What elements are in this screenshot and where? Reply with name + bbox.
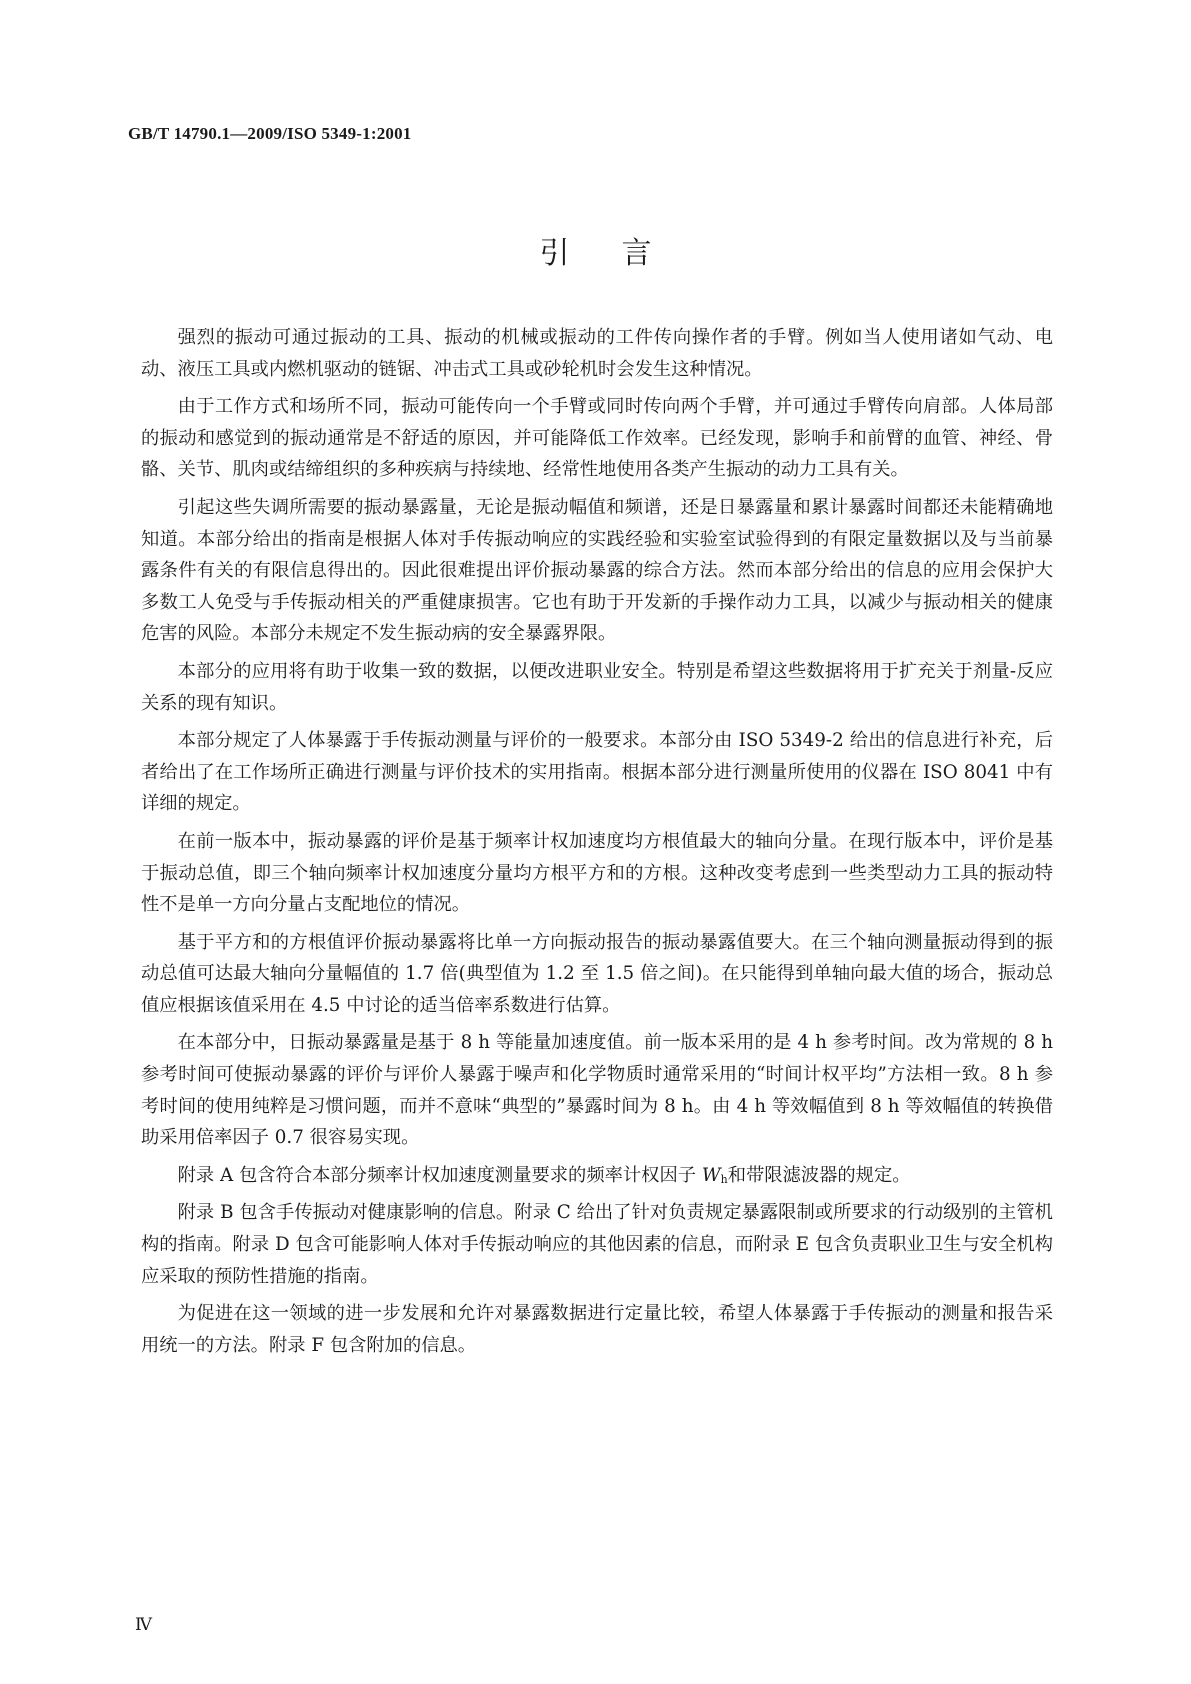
annex-a-tail: 和带限滤波器的规定。 <box>727 1164 911 1186</box>
paragraph-6: 在前一版本中，振动暴露的评价是基于频率计权加速度均方根值最大的轴向分量。在现行版本中，评价是基于振动总值，即三个轴向频率计权加速度分量均方根平方和的方根。这种改变考虑到一些类型动力工具的振动特性不是单一方向分量占支配地位的情况。 <box>141 830 1053 916</box>
paragraph-4: 本部分的应用将有助于收集一致的数据，以便改进职业安全。特别是希望这些数据将用于扩充关于剂量-反应关系的现有知识。 <box>141 660 1053 714</box>
standard-code: GB/T 14790.1—2009/ISO 5349-1:2001 <box>128 124 412 143</box>
page-title: 引言 <box>539 236 704 271</box>
paragraph-8: 在本部分中，日振动暴露量是基于 8 h 等能量加速度值。前一版本采用的是 4 h 参考时间。改为常规的 8 h 参考时间可使振动暴露的评价与评价人暴露于噪声和化学物质时通常采用的“时间计权平均”方法相一致。8 h 参考时间的使用纯粹是习惯问题，而并不意味“典型的”暴露时间为 8 h。由 4 h 等效幅值到 8 h 等效幅值的转换借助采用倍率因子 0.7 很容易实现。 <box>141 1032 1053 1149</box>
paragraph-7: 基于平方和的方根值评价振动暴露将比单一方向振动报告的振动暴露值要大。在三个轴向测量振动得到的振动总值可达最大轴向分量幅值的 1.7 倍(典型值为 1.2 至 1.5 倍之间)。在只能得到单轴向最大值的场合，振动总值应根据该值采用在 4.5 中讨论的适当倍率系数进行估算。 <box>141 931 1053 1016</box>
body-text <box>141 322 1053 1367</box>
page-number: Ⅳ <box>135 1615 152 1635</box>
document-header <box>128 124 412 144</box>
weighting-symbol: W <box>701 1164 721 1186</box>
paragraph-1: 强烈的振动可通过振动的工具、振动的机械或振动的工件传向操作者的手臂。例如当人使用诸如气动、电动、液压工具或内燃机驱动的链锯、冲击式工具或砂轮机时会发生这种情况。 <box>141 327 1053 380</box>
weighting-subscript: h <box>720 1172 728 1186</box>
paragraph-3: 引起这些失调所需要的振动暴露量，无论是振动幅值和频谱，还是日暴露量和累计暴露时间都还未能精确地知道。本部分给出的指南是根据人体对手传振动响应的实践经验和实验室试验得到的有限定量数据以及与当前暴露条件有关的有限信息得出的。因此很难提出评价振动暴露的综合方法。然而本部分给出的信息的应用会保护大多数工人免受与手传振动相关的严重健康损害。它也有助于开发新的手操作动力工具，以减少与振动相关的健康危害的风险。本部分未规定不发生振动病的安全暴露界限。 <box>141 496 1053 645</box>
paragraph-5: 本部分规定了人体暴露于手传振动测量与评价的一般要求。本部分由 ISO 5349-2 给出的信息进行补充，后者给出了在工作场所正确进行测量与评价技术的实用指南。根据本部分进行测量所使用的仪器在 ISO 8041 中有详细的规定。 <box>141 730 1053 815</box>
paragraph-11: 为促进在这一领域的进一步发展和允许对暴露数据进行定量比较，希望人体暴露于手传振动的测量和报告采用统一的方法。附录 F 包含附加的信息。 <box>141 1303 1053 1356</box>
annex-a-text: 附录 A 包含符合本部分频率计权加速度测量要求的频率计权因子 W <box>177 1164 721 1186</box>
paragraph-2: 由于工作方式和场所不同，振动可能传向一个手臂或同时传向两个手臂，并可通过手臂传向肩部。人体局部的振动和感觉到的振动通常是不舒适的原因，并可能降低工作效率。已经发现，影响手和前臂的血管、神经、骨骼、关节、肌肉或结缔组织的多种疾病与持续地、经常性地使用各类产生振动的动力工具有关。 <box>141 396 1053 481</box>
paragraph-9 <box>141 1160 1053 1192</box>
paragraph-10: 附录 B 包含手传振动对健康影响的信息。附录 C 给出了针对负责规定暴露限制或所要求的行动级别的主管机构的指南。附录 D 包含可能影响人体对手传振动响应的其他因素的信息，而附录 E 包含负责职业卫生与安全机构应采取的预防性措施的指南。 <box>141 1202 1053 1287</box>
